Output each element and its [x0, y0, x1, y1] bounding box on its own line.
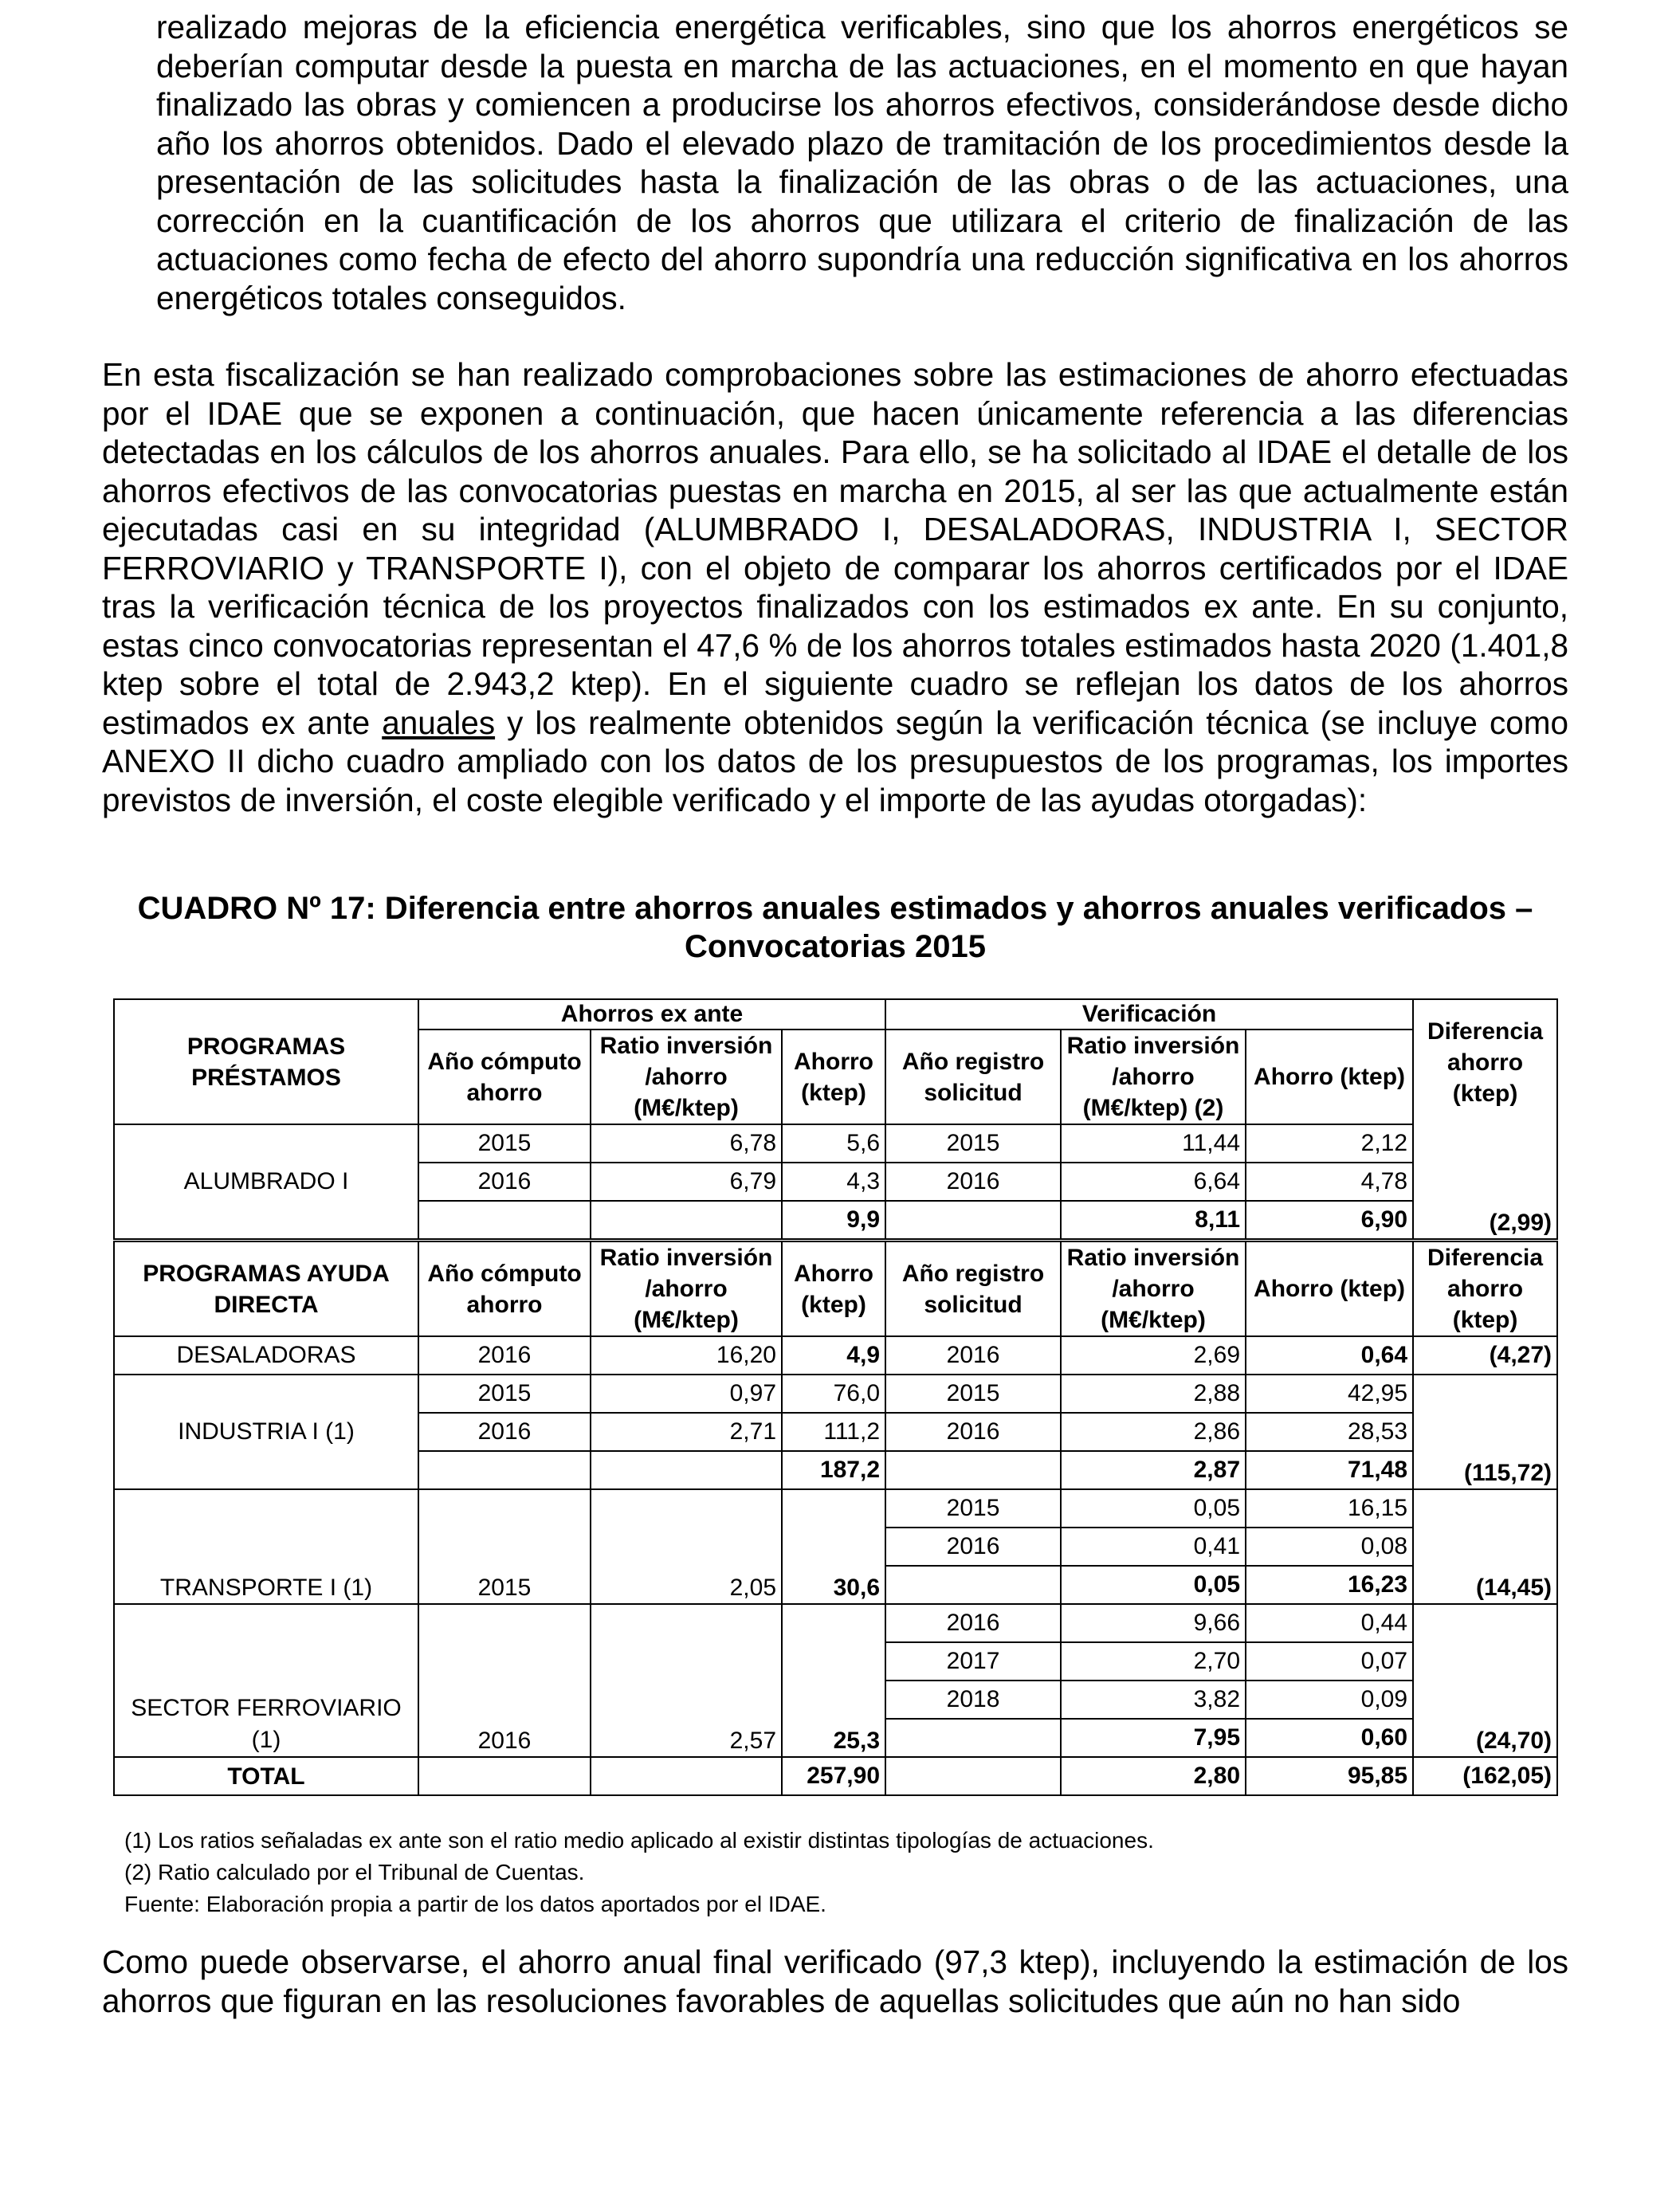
cell: 5,6 [782, 1124, 885, 1163]
table-caption-line-2: Convocatorias 2015 [685, 929, 986, 964]
paragraph-intro: realizado mejoras de la eficiencia energética verificables, sino que los ahorros energéticos se deberían computar desde la puesta en marcha de las actuaciones, en el momento en que hayan finalizado las obras y comiencen a producirse los ahorros efectivos, considerándose desde dicho año los ahorros obtenidos. Dado el elevado plazo de tramitación de los procedimientos desde la presentación de las solicitudes hasta la finalización de las obras o de las actuaciones, una corrección en la cuantificación de los ahorros que utilizara el criterio de finalización de las actuaciones como fecha de efecto del ahorro supondría una reducción significativa en los ahorros energéticos totales conseguidos. [156, 9, 1568, 316]
header-ratio-verificacion: Ratio inversión /ahorro (M€/ktep) [1061, 1241, 1246, 1337]
cell: 2,05 [591, 1489, 782, 1604]
diferencia-industria [1413, 1375, 1557, 1489]
header-ahorro-exante: Ahorro (ktep) [782, 1030, 885, 1124]
program-name-ferroviario: SECTOR FERROVIARIO (1) [114, 1604, 418, 1757]
cell [418, 1757, 591, 1795]
cell: 2015 [418, 1489, 591, 1604]
table-row [114, 1336, 1557, 1375]
cell: 187,2 [782, 1451, 885, 1489]
cell: 2016 [418, 1163, 591, 1201]
cell [591, 1757, 782, 1795]
cell: 0,05 [1061, 1489, 1246, 1528]
footnote-2: (2) Ratio calculado por el Tribunal de Cuentas. [124, 1860, 585, 1885]
cell: 7,95 [1061, 1719, 1246, 1757]
total-ahorro-verificacion: 95,85 [1246, 1757, 1413, 1795]
paragraph-conclusion: Como puede observarse, el ahorro anual final verificado (97,3 ktep), incluyendo la estimación de los ahorros que figuran en las resoluciones favorables de aquellas solicitudes que aún no han sido [102, 1943, 1568, 2019]
cell [885, 1566, 1061, 1604]
cell: 0,64 [1246, 1336, 1413, 1375]
cell: 4,3 [782, 1163, 885, 1201]
cell: 2,88 [1061, 1375, 1246, 1413]
cell: 9,66 [1061, 1604, 1246, 1642]
cell: 2016 [418, 1336, 591, 1375]
cell: 2018 [885, 1681, 1061, 1719]
diferencia-alumbrado [1413, 1124, 1557, 1241]
diferencia-ferroviario [1413, 1604, 1557, 1757]
cell: 2015 [418, 1124, 591, 1163]
cell: 16,20 [591, 1336, 782, 1375]
total-ratio-verificacion: 2,80 [1061, 1757, 1246, 1795]
cell: 4,78 [1246, 1163, 1413, 1201]
cell: 2016 [885, 1336, 1061, 1375]
cell: 2,69 [1061, 1336, 1246, 1375]
diferencia-ferroviario-value: (24,70) [1475, 1728, 1552, 1754]
header-group-verificacion: Verificación [885, 999, 1413, 1030]
cell: 2,71 [591, 1413, 782, 1451]
cell: 2016 [885, 1163, 1061, 1201]
header-diferencia: Diferencia ahorro (ktep) [1413, 1241, 1557, 1337]
table-row [114, 1604, 1557, 1642]
program-name-alumbrado: ALUMBRADO I [114, 1124, 418, 1241]
header-programas-prestamos: PROGRAMAS PRÉSTAMOS [114, 999, 418, 1124]
header-ahorro-verificacion: Ahorro (ktep) [1246, 1241, 1413, 1337]
cell: 25,3 [782, 1604, 885, 1757]
header-group-exante: Ahorros ex ante [418, 999, 885, 1030]
cell [418, 1201, 591, 1241]
cell: 42,95 [1246, 1375, 1413, 1413]
header-anio-registro: Año registro solicitud [885, 1030, 1061, 1124]
header-anio-computo: Año cómputo ahorro [418, 1030, 591, 1124]
header-diferencia: Diferencia ahorro (ktep) [1413, 999, 1557, 1124]
cell: 9,9 [782, 1201, 885, 1241]
cell: 30,6 [782, 1489, 885, 1604]
header-ratio-exante: Ratio inversión /ahorro (M€/ktep) [591, 1241, 782, 1337]
cell: 2,86 [1061, 1413, 1246, 1451]
table-caption [102, 889, 1568, 966]
cell: 0,60 [1246, 1719, 1413, 1757]
cell: 6,64 [1061, 1163, 1246, 1201]
savings-table [113, 998, 1558, 1796]
cell: 2015 [418, 1375, 591, 1413]
cell: 2015 [885, 1124, 1061, 1163]
header-ahorro-verificacion: Ahorro (ktep) [1246, 1030, 1413, 1124]
cell: 8,11 [1061, 1201, 1246, 1241]
paragraph-fiscalizacion-text-2: y los realmente obtenidos según la verificación técnica (se incluye como ANEXO II dicho cuadro ampliado con los datos de los presupuestos de los programas, los importes previstos de inversión, el coste elegible verificado y el importe de las ayudas otorgadas): [102, 704, 1568, 818]
cell: 71,48 [1246, 1451, 1413, 1489]
cell: 4,9 [782, 1336, 885, 1375]
cell [885, 1719, 1061, 1757]
cell: 2,70 [1061, 1642, 1246, 1681]
cell: 6,78 [591, 1124, 782, 1163]
diferencia-industria-value: (115,72) [1463, 1460, 1552, 1486]
table-row [114, 1375, 1557, 1413]
cell [418, 1451, 591, 1489]
diferencia-alumbrado-value: (2,99) [1489, 1210, 1552, 1236]
cell: 2015 [885, 1489, 1061, 1528]
cell: 16,15 [1246, 1489, 1413, 1528]
cell: 0,05 [1061, 1566, 1246, 1604]
cell: 0,09 [1246, 1681, 1413, 1719]
diferencia-transporte [1413, 1489, 1557, 1604]
cell: 76,0 [782, 1375, 885, 1413]
cell: 6,79 [591, 1163, 782, 1201]
total-diferencia: (162,05) [1413, 1757, 1557, 1795]
cell [885, 1757, 1061, 1795]
total-ahorro-exante: 257,90 [782, 1757, 885, 1795]
cell: 2,87 [1061, 1451, 1246, 1489]
cell: 28,53 [1246, 1413, 1413, 1451]
cell [885, 1451, 1061, 1489]
cell: 0,97 [591, 1375, 782, 1413]
table-row [114, 1124, 1557, 1163]
cell: 2016 [418, 1413, 591, 1451]
total-label: TOTAL [114, 1757, 418, 1795]
cell: 2015 [885, 1375, 1061, 1413]
header-ratio-verificacion: Ratio inversión /ahorro (M€/ktep) (2) [1061, 1030, 1246, 1124]
header-ratio-exante: Ratio inversión /ahorro (M€/ktep) [591, 1030, 782, 1124]
header-ahorro-exante: Ahorro (ktep) [782, 1241, 885, 1337]
table-group-header-row [114, 999, 1557, 1030]
cell: 2016 [885, 1604, 1061, 1642]
cell: 2016 [885, 1528, 1061, 1566]
cell: 0,44 [1246, 1604, 1413, 1642]
cell [885, 1201, 1061, 1241]
cell [591, 1201, 782, 1241]
footnote-1: (1) Los ratios señaladas ex ante son el ratio medio aplicado al existir distintas tipologías de actuaciones. [124, 1828, 1154, 1853]
program-name-industria: INDUSTRIA I (1) [114, 1375, 418, 1489]
diferencia-transporte-value: (14,45) [1475, 1575, 1552, 1601]
table-row [114, 1489, 1557, 1528]
program-name-transporte: TRANSPORTE I (1) [114, 1489, 418, 1604]
cell: 0,07 [1246, 1642, 1413, 1681]
underlined-word-anuales: anuales [382, 704, 496, 741]
paragraph-fiscalizacion [102, 355, 1568, 819]
cell: 6,90 [1246, 1201, 1413, 1241]
paragraph-fiscalizacion-text-1: En esta fiscalización se han realizado comprobaciones sobre las estimaciones de ahorro efectuadas por el IDAE que se exponen a continuación, que hacen únicamente referencia a las diferencias detectadas en los cálculos de los ahorros anuales. Para ello, se ha solicitado al IDAE el detalle de los ahorros efectivos de las convocatorias puestas en marcha en 2015, al ser las que actualmente están ejecutadas casi en su integridad (ALUMBRADO I, DESALADORAS, INDUSTRIA I, SECTOR FERROVIARIO y TRANSPORTE I), con el objeto de comparar los ahorros certificados por el IDAE tras la verificación técnica de los proyectos finalizados con los estimados ex ante. En su conjunto, estas cinco convocatorias representan el 47,6 % de los ahorros totales estimados hasta 2020 (1.401,8 ktep sobre el total de 2.943,2 ktep). En el siguiente cuadro se reflejan los datos de los ahorros estimados ex ante [102, 356, 1568, 741]
header-anio-computo: Año cómputo ahorro [418, 1241, 591, 1337]
cell: 0,41 [1061, 1528, 1246, 1566]
header-anio-registro: Año registro solicitud [885, 1241, 1061, 1337]
cell: 0,08 [1246, 1528, 1413, 1566]
program-name-desaladoras: DESALADORAS [114, 1336, 418, 1375]
table-caption-line-1: CUADRO Nº 17: Diferencia entre ahorros anuales estimados y ahorros anuales verificados – [137, 891, 1533, 926]
cell: 111,2 [782, 1413, 885, 1451]
cell [591, 1451, 782, 1489]
cell: 2017 [885, 1642, 1061, 1681]
diferencia-desaladoras: (4,27) [1413, 1336, 1557, 1375]
cell: 2,12 [1246, 1124, 1413, 1163]
cell: 2,57 [591, 1604, 782, 1757]
source-note: Fuente: Elaboración propia a partir de los datos aportados por el IDAE. [124, 1892, 826, 1916]
cell: 16,23 [1246, 1566, 1413, 1604]
header-programas-ayuda-directa: PROGRAMAS AYUDA DIRECTA [114, 1241, 418, 1337]
cell: 3,82 [1061, 1681, 1246, 1719]
table-total-row [114, 1757, 1557, 1795]
cell: 2016 [885, 1413, 1061, 1451]
cell: 11,44 [1061, 1124, 1246, 1163]
cell: 2016 [418, 1604, 591, 1757]
